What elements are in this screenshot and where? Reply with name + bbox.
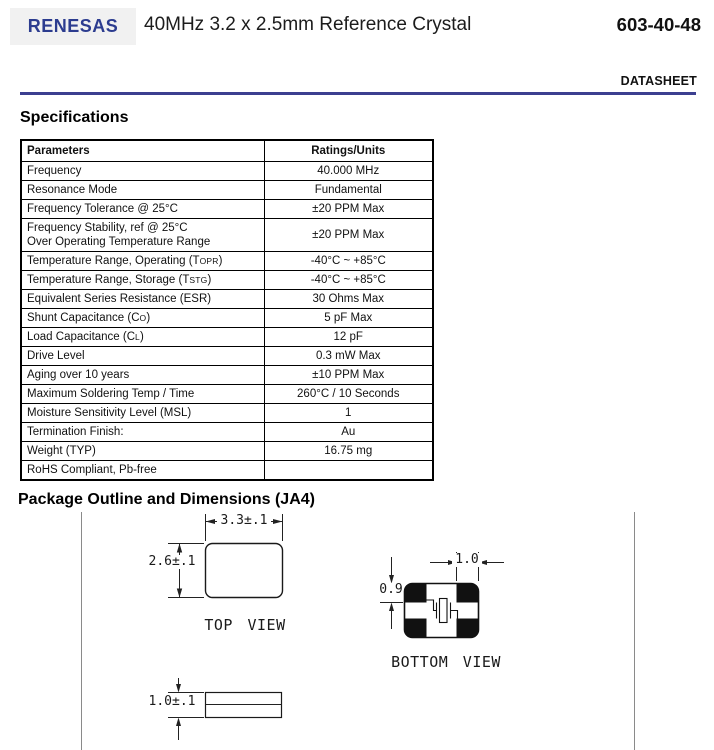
parameter-cell: Equivalent Series Resistance (ESR) [21,290,264,309]
table-row [21,442,433,461]
table-row [21,200,433,219]
package-drawing [0,508,714,750]
top-view-height-dimension: 2.6±.1 [146,555,198,569]
value-cell: 0.3 mW Max [264,347,433,366]
table-row [21,181,433,200]
drawing-frame-lines [82,512,635,750]
value-cell: ±20 PPM Max [264,219,433,252]
value-cell: -40°C ~ +85°C [264,252,433,271]
parameter-cell: Temperature Range, Operating (TOPR) [21,252,264,271]
parameter-cell: RoHS Compliant, Pb-free [21,461,264,481]
parameter-cell: Termination Finish: [21,423,264,442]
specifications-table [20,139,434,481]
parameter-cell: Maximum Soldering Temp / Time [21,385,264,404]
value-cell: 12 pF [264,328,433,347]
parameter-cell: Shunt Capacitance (CO) [21,309,264,328]
page-title: 40MHz 3.2 x 2.5mm Reference Crystal [144,14,472,35]
column-header-parameters: Parameters [21,140,264,162]
header-divider [20,92,696,95]
table-row [21,162,433,181]
renesas-logo [10,8,136,45]
table-row [21,366,433,385]
column-header-ratings: Ratings/Units [264,140,433,162]
value-cell [264,461,433,481]
parameter-cell: Moisture Sensitivity Level (MSL) [21,404,264,423]
bottom-view-pad-width-dimension: 1.0 [452,553,482,567]
parameter-cell: Drive Level [21,347,264,366]
datasheet-label: DATASHEET [620,74,697,88]
value-cell: -40°C ~ +85°C [264,271,433,290]
bottom-view-pad-height-dimension: 0.9 [379,582,403,597]
top-view-label: TOP VIEW [204,616,286,634]
value-cell: Fundamental [264,181,433,200]
side-view-drawing [168,678,282,740]
spec-table-body [21,162,433,481]
value-cell: ±10 PPM Max [264,366,433,385]
table-row [21,423,433,442]
parameter-cell: Frequency Tolerance @ 25°C [21,200,264,219]
table-row [21,404,433,423]
parameter-cell: Resonance Mode [21,181,264,200]
parameter-cell: Frequency [21,162,264,181]
parameter-cell: Aging over 10 years [21,366,264,385]
table-row [21,219,433,252]
table-row [21,461,433,481]
table-row [21,385,433,404]
table-row [21,290,433,309]
top-view-width-dimension: 3.3±.1 [217,514,271,528]
part-number: 603-40-48 [616,14,701,35]
specifications-heading: Specifications [20,109,129,126]
renesas-logo-text: RENESAS [27,15,119,37]
table-header-row [21,140,433,162]
parameter-cell: Frequency Stability, ref @ 25°C Over Operating Temperature Range [21,219,264,252]
value-cell: 1 [264,404,433,423]
value-cell: ±20 PPM Max [264,200,433,219]
table-row [21,328,433,347]
table-row [21,347,433,366]
package-outline-heading: Package Outline and Dimensions (JA4) [18,491,315,508]
table-row [21,271,433,290]
specifications-table-container [20,139,434,481]
value-cell: Au [264,423,433,442]
table-row [21,309,433,328]
parameter-cell: Weight (TYP) [21,442,264,461]
value-cell: 30 Ohms Max [264,290,433,309]
parameter-cell: Temperature Range, Storage (TSTG) [21,271,264,290]
value-cell: 40.000 MHz [264,162,433,181]
parameter-cell: Load Capacitance (CL) [21,328,264,347]
value-cell: 5 pF Max [264,309,433,328]
side-view-height-dimension: 1.0±.1 [146,695,198,709]
value-cell: 260°C / 10 Seconds [264,385,433,404]
bottom-view-label: BOTTOM VIEW [391,653,501,671]
table-row [21,252,433,271]
value-cell: 16.75 mg [264,442,433,461]
